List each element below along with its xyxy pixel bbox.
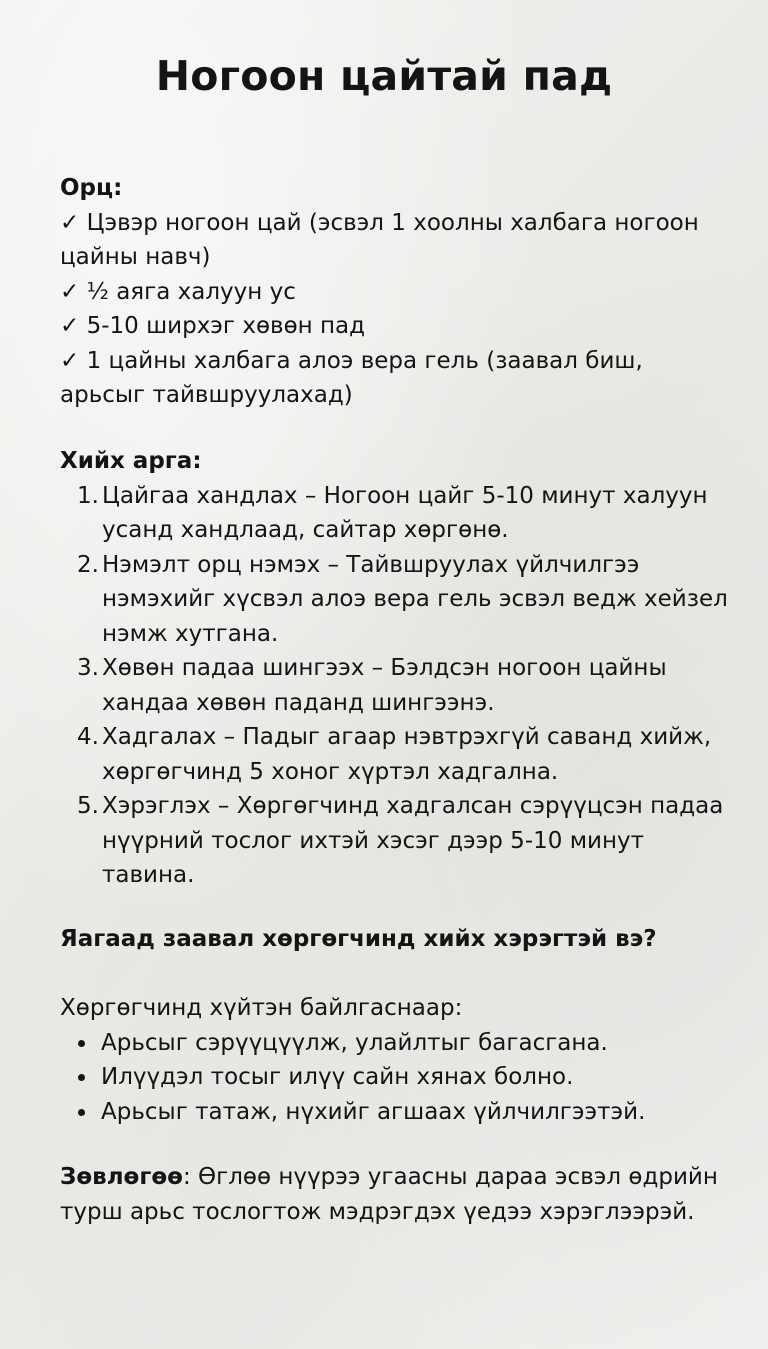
ingredient-text: ½ аяга халуун ус bbox=[86, 278, 296, 305]
step-number: 1. bbox=[77, 482, 99, 509]
step-text: Цайгаа хандлах – Ногоон цайг 5-10 минут халуун усанд хандлаад, сайтар хөргөнө. bbox=[102, 482, 708, 543]
method-step bbox=[60, 651, 730, 720]
page-title: Ногоон цайтай пад bbox=[155, 52, 613, 100]
bullet-text: Арьсыг сэрүүцүүлж, улайлтыг багасгана. bbox=[101, 1029, 608, 1056]
step-number: 5. bbox=[77, 793, 99, 819]
bullet-dot-icon bbox=[78, 1040, 85, 1047]
checkmark-icon: ✓ bbox=[60, 278, 80, 305]
method-heading: Хийх арга: bbox=[60, 448, 202, 474]
step-number: 2. bbox=[77, 551, 99, 578]
bullet-text: Илүүдэл тосыг илүү сайн хянах болно. bbox=[101, 1064, 574, 1090]
tip-label: Зөвлөгөө bbox=[60, 1164, 183, 1190]
step-text: Хэрэглэх – Хөргөгчинд хадгалсан сэрүүцсэн падаа нүүрний тослог ихтэй хэсэг дээр 5-10 минут тавина. bbox=[102, 793, 724, 888]
method-step bbox=[60, 479, 730, 548]
why-bullet bbox=[60, 1026, 730, 1061]
ingredients-section bbox=[60, 171, 730, 413]
step-number: 3. bbox=[77, 655, 99, 681]
tip-paragraph bbox=[60, 1160, 730, 1229]
ingredient-text: 5-10 ширхэг хөвөн пад bbox=[86, 313, 366, 339]
method-step bbox=[60, 789, 730, 893]
why-heading: Яагаад заавал хөргөгчинд хийх хэрэгтэй вэ? bbox=[60, 926, 657, 952]
bullet-dot-icon bbox=[78, 1109, 85, 1116]
checkmark-icon: ✓ bbox=[60, 313, 80, 339]
bullet-dot-icon bbox=[78, 1074, 85, 1081]
ingredient-text: Цэвэр ногоон цай (эсвэл 1 хоолны халбага ногоон цайны навч) bbox=[60, 209, 699, 270]
method-step bbox=[60, 720, 730, 789]
why-intro: Хөргөгчинд хүйтэн байлгаснаар: bbox=[60, 995, 463, 1021]
why-section bbox=[60, 922, 730, 1129]
step-number: 4. bbox=[77, 724, 99, 750]
step-text: Хадгалах – Падыг агаар нэвтрэхгүй саванд хийж, хөргөгчинд 5 хоног хүртэл хадгална. bbox=[102, 724, 712, 785]
tip-section bbox=[60, 1160, 730, 1229]
method-section bbox=[60, 444, 730, 893]
bullet-text: Арьсыг татаж, нүхийг агшаах үйлчилгээтэй. bbox=[101, 1098, 646, 1125]
why-bullet bbox=[60, 1060, 730, 1095]
checkmark-icon: ✓ bbox=[60, 347, 80, 374]
ingredient-item bbox=[60, 206, 730, 275]
ingredient-item bbox=[60, 275, 730, 310]
checkmark-icon: ✓ bbox=[60, 209, 80, 236]
tip-text: : Өглөө нүүрээ угаасны дараа эсвэл өдрийн турш арьс тослогтож мэдрэгдэх үедээ хэрэглээрэй. bbox=[60, 1164, 718, 1225]
method-steps-list bbox=[60, 479, 730, 893]
why-bullet bbox=[60, 1095, 730, 1130]
ingredients-heading: Орц: bbox=[60, 175, 123, 201]
spacer bbox=[60, 957, 730, 992]
ingredient-item bbox=[60, 309, 730, 344]
why-bullets-list bbox=[60, 1026, 730, 1130]
step-text: Хөвөн падаа шингээх – Бэлдсэн ногоон цайны хандаа хөвөн паданд шингээнэ. bbox=[102, 655, 667, 716]
step-text: Нэмэлт орц нэмэх – Тайвшруулах үйлчилгээ нэмэхийг хүсвэл алоэ вера гель эсвэл ведж хейзел нэмж хутгана. bbox=[102, 551, 728, 647]
ingredient-text: 1 цайны халбага алоэ вера гель (заавал биш, арьсыг тайвшруулахад) bbox=[60, 347, 643, 408]
method-step bbox=[60, 548, 730, 652]
ingredient-item bbox=[60, 344, 730, 413]
